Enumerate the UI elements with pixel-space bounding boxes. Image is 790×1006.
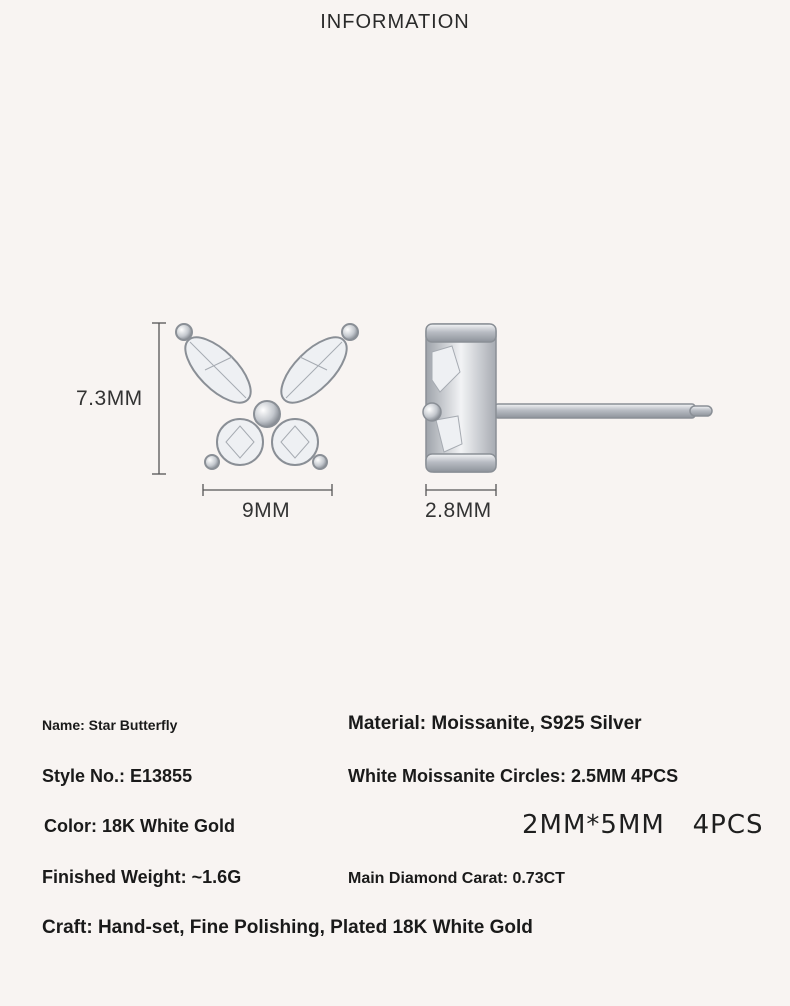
width-dimension-line	[203, 484, 332, 496]
spec-material: Material: Moissanite, S925 Silver	[348, 713, 642, 734]
width-label: 9MM	[242, 499, 291, 522]
page-title: INFORMATION	[320, 11, 470, 33]
spec-craft: Craft: Hand-set, Fine Polishing, Plated 18K White Gold	[42, 917, 533, 938]
height-label: 7.3MM	[76, 387, 143, 410]
spec-marquise-size: 2MM*5MM 4PCS	[522, 810, 764, 840]
spec-color: Color: 18K White Gold	[44, 816, 235, 836]
height-dimension-line	[152, 323, 166, 474]
spec-style-no: Style No.: E13855	[42, 766, 193, 786]
depth-label: 2.8MM	[425, 499, 492, 522]
earring-side-view	[423, 324, 712, 472]
spec-carat: Main Diamond Carat: 0.73CT	[348, 870, 565, 887]
depth-dimension-line	[426, 484, 496, 496]
product-diagram	[0, 300, 790, 540]
spec-circles: White Moissanite Circles: 2.5MM 4PCS	[348, 766, 679, 786]
spec-name: Name: Star Butterfly	[42, 717, 178, 733]
spec-weight: Finished Weight: ~1.6G	[42, 867, 242, 887]
butterfly-earring-front	[175, 324, 358, 469]
